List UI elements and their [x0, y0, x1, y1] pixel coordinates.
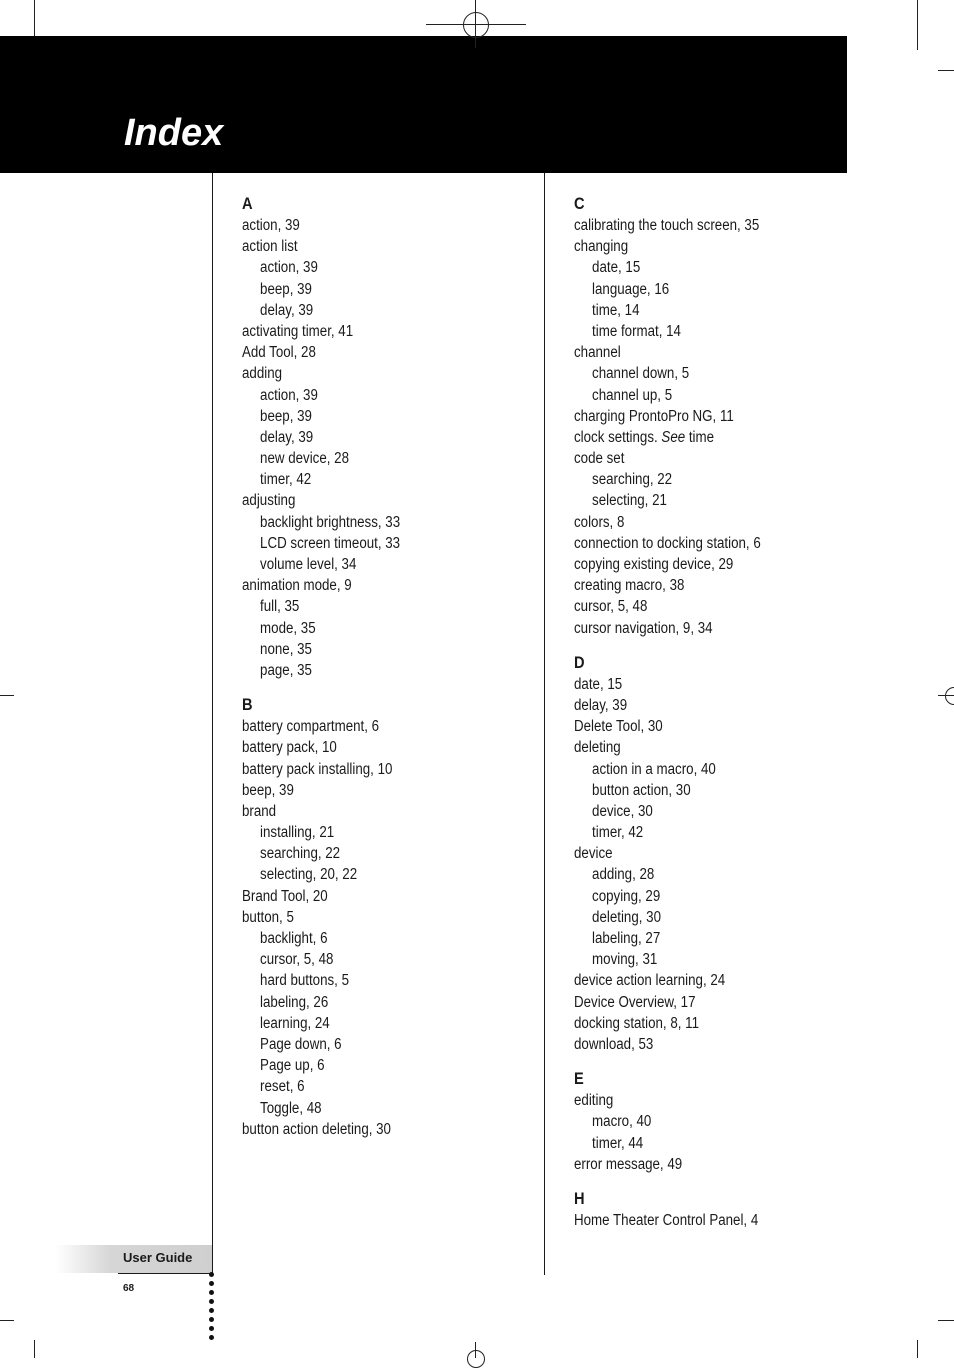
index-subentry: adding, 28 — [592, 866, 655, 884]
index-entry: error message, 49 — [574, 1155, 683, 1173]
index-subentry: button action, 30 — [592, 781, 691, 799]
index-letter-heading: C — [574, 194, 585, 213]
index-entry: charging ProntoPro NG, 11 — [574, 407, 734, 425]
index-subentry: action, 39 — [260, 259, 318, 277]
crop-mark — [917, 1340, 918, 1358]
index-entry: copying existing device, 29 — [574, 556, 734, 573]
index-entry: animation mode, 9 — [242, 577, 352, 595]
index-subentry: time format, 14 — [592, 322, 681, 340]
index-subentry: backlight brightness, 33 — [260, 513, 401, 531]
index-entry: device — [574, 845, 613, 863]
index-subentry: LCD screen timeout, 33 — [260, 534, 401, 552]
index-subentry: beep, 39 — [260, 280, 312, 298]
index-letter-heading: A — [242, 194, 253, 213]
index-entry: beep, 39 — [242, 781, 294, 799]
index-subentry: timer, 44 — [592, 1134, 644, 1152]
index-entry: connection to docking station, 6 — [574, 534, 761, 552]
index-entry: deleting — [574, 739, 621, 757]
index-entry: creating macro, 38 — [574, 577, 685, 595]
registration-mark — [463, 12, 489, 38]
middle-column-rule — [544, 173, 545, 1275]
index-subentry: new device, 28 — [260, 450, 349, 468]
index-entry: action list — [242, 238, 298, 256]
index-entry: delay, 39 — [574, 696, 628, 714]
index-subentry: searching, 22 — [260, 845, 341, 863]
index-subentry: mode, 35 — [260, 619, 316, 637]
index-subentry: beep, 39 — [260, 407, 312, 425]
index-entry: button action deleting, 30 — [242, 1120, 391, 1138]
crop-mark — [938, 70, 954, 71]
crop-mark — [34, 0, 35, 36]
index-subentry: delay, 39 — [260, 428, 314, 446]
index-subentry: Toggle, 48 — [260, 1099, 322, 1117]
index-entry: colors, 8 — [574, 513, 625, 531]
index-subentry: selecting, 20, 22 — [260, 866, 358, 884]
index-subentry: device, 30 — [592, 802, 653, 820]
index-entry: Delete Tool, 30 — [574, 718, 663, 736]
index-entry: cursor navigation, 9, 34 — [574, 619, 713, 637]
crop-mark — [0, 1320, 14, 1321]
index-entry: activating timer, 41 — [242, 322, 354, 340]
index-entry: changing — [574, 238, 629, 256]
index-subentry: searching, 22 — [592, 471, 673, 489]
index-subentry: copying, 29 — [592, 887, 661, 905]
index-subentry: channel down, 5 — [592, 365, 690, 383]
footer-label: User Guide — [123, 1250, 193, 1265]
see-reference-label: See — [661, 428, 686, 446]
section-gap — [574, 1175, 761, 1187]
index-subentry: time, 14 — [592, 301, 640, 319]
index-subentry: full, 35 — [260, 598, 300, 616]
index-subentry: timer, 42 — [260, 471, 312, 489]
section-gap — [242, 681, 400, 693]
footer-rule — [118, 1273, 212, 1274]
index-subentry: language, 16 — [592, 280, 670, 298]
index-subentry: learning, 24 — [260, 1014, 330, 1032]
index-subentry: labeling, 26 — [260, 993, 329, 1011]
index-entry: action, 39 — [242, 217, 300, 234]
registration-mark — [945, 687, 954, 705]
index-subentry: Page down, 6 — [260, 1035, 342, 1053]
decorative-dots — [209, 1272, 214, 1344]
index-entry: Home Theater Control Panel, 4 — [574, 1211, 759, 1229]
index-subentry: delay, 39 — [260, 301, 314, 319]
index-entry: brand — [242, 802, 277, 820]
page-title: Index — [124, 112, 224, 154]
index-subentry: backlight, 6 — [260, 930, 328, 947]
index-subentry: volume level, 34 — [260, 556, 357, 573]
index-entry: channel — [574, 344, 621, 362]
index-entry: battery compartment, 6 — [242, 718, 380, 736]
index-subentry: installing, 21 — [260, 824, 335, 842]
index-entry: date, 15 — [574, 675, 623, 693]
index-entry: cursor, 5, 48 — [574, 598, 648, 616]
index-entry: device action learning, 24 — [574, 972, 726, 990]
index-entry: editing — [574, 1092, 614, 1110]
index-column-left — [242, 192, 400, 1140]
index-letter-heading: D — [574, 652, 585, 672]
index-entry: adding — [242, 365, 283, 383]
index-subentry: date, 15 — [592, 259, 641, 277]
crop-mark — [34, 1340, 35, 1358]
index-entry: calibrating the touch screen, 35 — [574, 217, 760, 234]
index-entry — [574, 427, 761, 448]
index-subentry: action in a macro, 40 — [592, 760, 716, 778]
index-subentry: selecting, 21 — [592, 492, 667, 510]
index-subentry: timer, 42 — [592, 824, 644, 842]
index-subentry: reset, 6 — [260, 1078, 305, 1096]
index-subentry: cursor, 5, 48 — [260, 951, 334, 969]
index-entry: Add Tool, 28 — [242, 344, 316, 362]
left-column-rule — [212, 173, 213, 1273]
index-entry: Brand Tool, 20 — [242, 887, 328, 905]
index-letter-heading: H — [574, 1188, 585, 1208]
index-subentry: Page up, 6 — [260, 1057, 325, 1075]
section-gap — [574, 1055, 761, 1067]
index-letter-heading: B — [242, 695, 253, 715]
crop-mark — [0, 695, 14, 696]
index-entry: docking station, 8, 11 — [574, 1014, 699, 1032]
section-gap — [574, 639, 761, 651]
registration-mark — [475, 0, 476, 48]
index-entry: code set — [574, 450, 625, 468]
index-subentry: moving, 31 — [592, 951, 658, 969]
index-subentry: none, 35 — [260, 640, 312, 658]
crop-mark — [917, 0, 918, 50]
see-reference-target: time — [685, 428, 715, 446]
index-entry-text: clock settings. — [574, 428, 662, 446]
index-subentry: hard buttons, 5 — [260, 972, 350, 990]
page-number: 68 — [123, 1283, 135, 1294]
index-subentry: labeling, 27 — [592, 930, 661, 947]
index-entry: battery pack, 10 — [242, 739, 337, 757]
index-subentry: page, 35 — [260, 661, 312, 679]
index-subentry: deleting, 30 — [592, 908, 661, 926]
registration-mark — [426, 24, 526, 25]
crop-mark — [938, 1320, 954, 1321]
index-entry: battery pack installing, 10 — [242, 760, 393, 778]
registration-mark — [467, 1350, 485, 1368]
index-letter-heading: E — [574, 1069, 584, 1089]
index-subentry: channel up, 5 — [592, 386, 673, 404]
index-subentry: macro, 40 — [592, 1113, 652, 1131]
index-entry: Device Overview, 17 — [574, 993, 696, 1011]
index-entry: button, 5 — [242, 908, 294, 926]
index-subentry: action, 39 — [260, 386, 318, 404]
index-column-right — [574, 192, 761, 1231]
index-entry: download, 53 — [574, 1035, 654, 1053]
index-entry: adjusting — [242, 492, 296, 510]
